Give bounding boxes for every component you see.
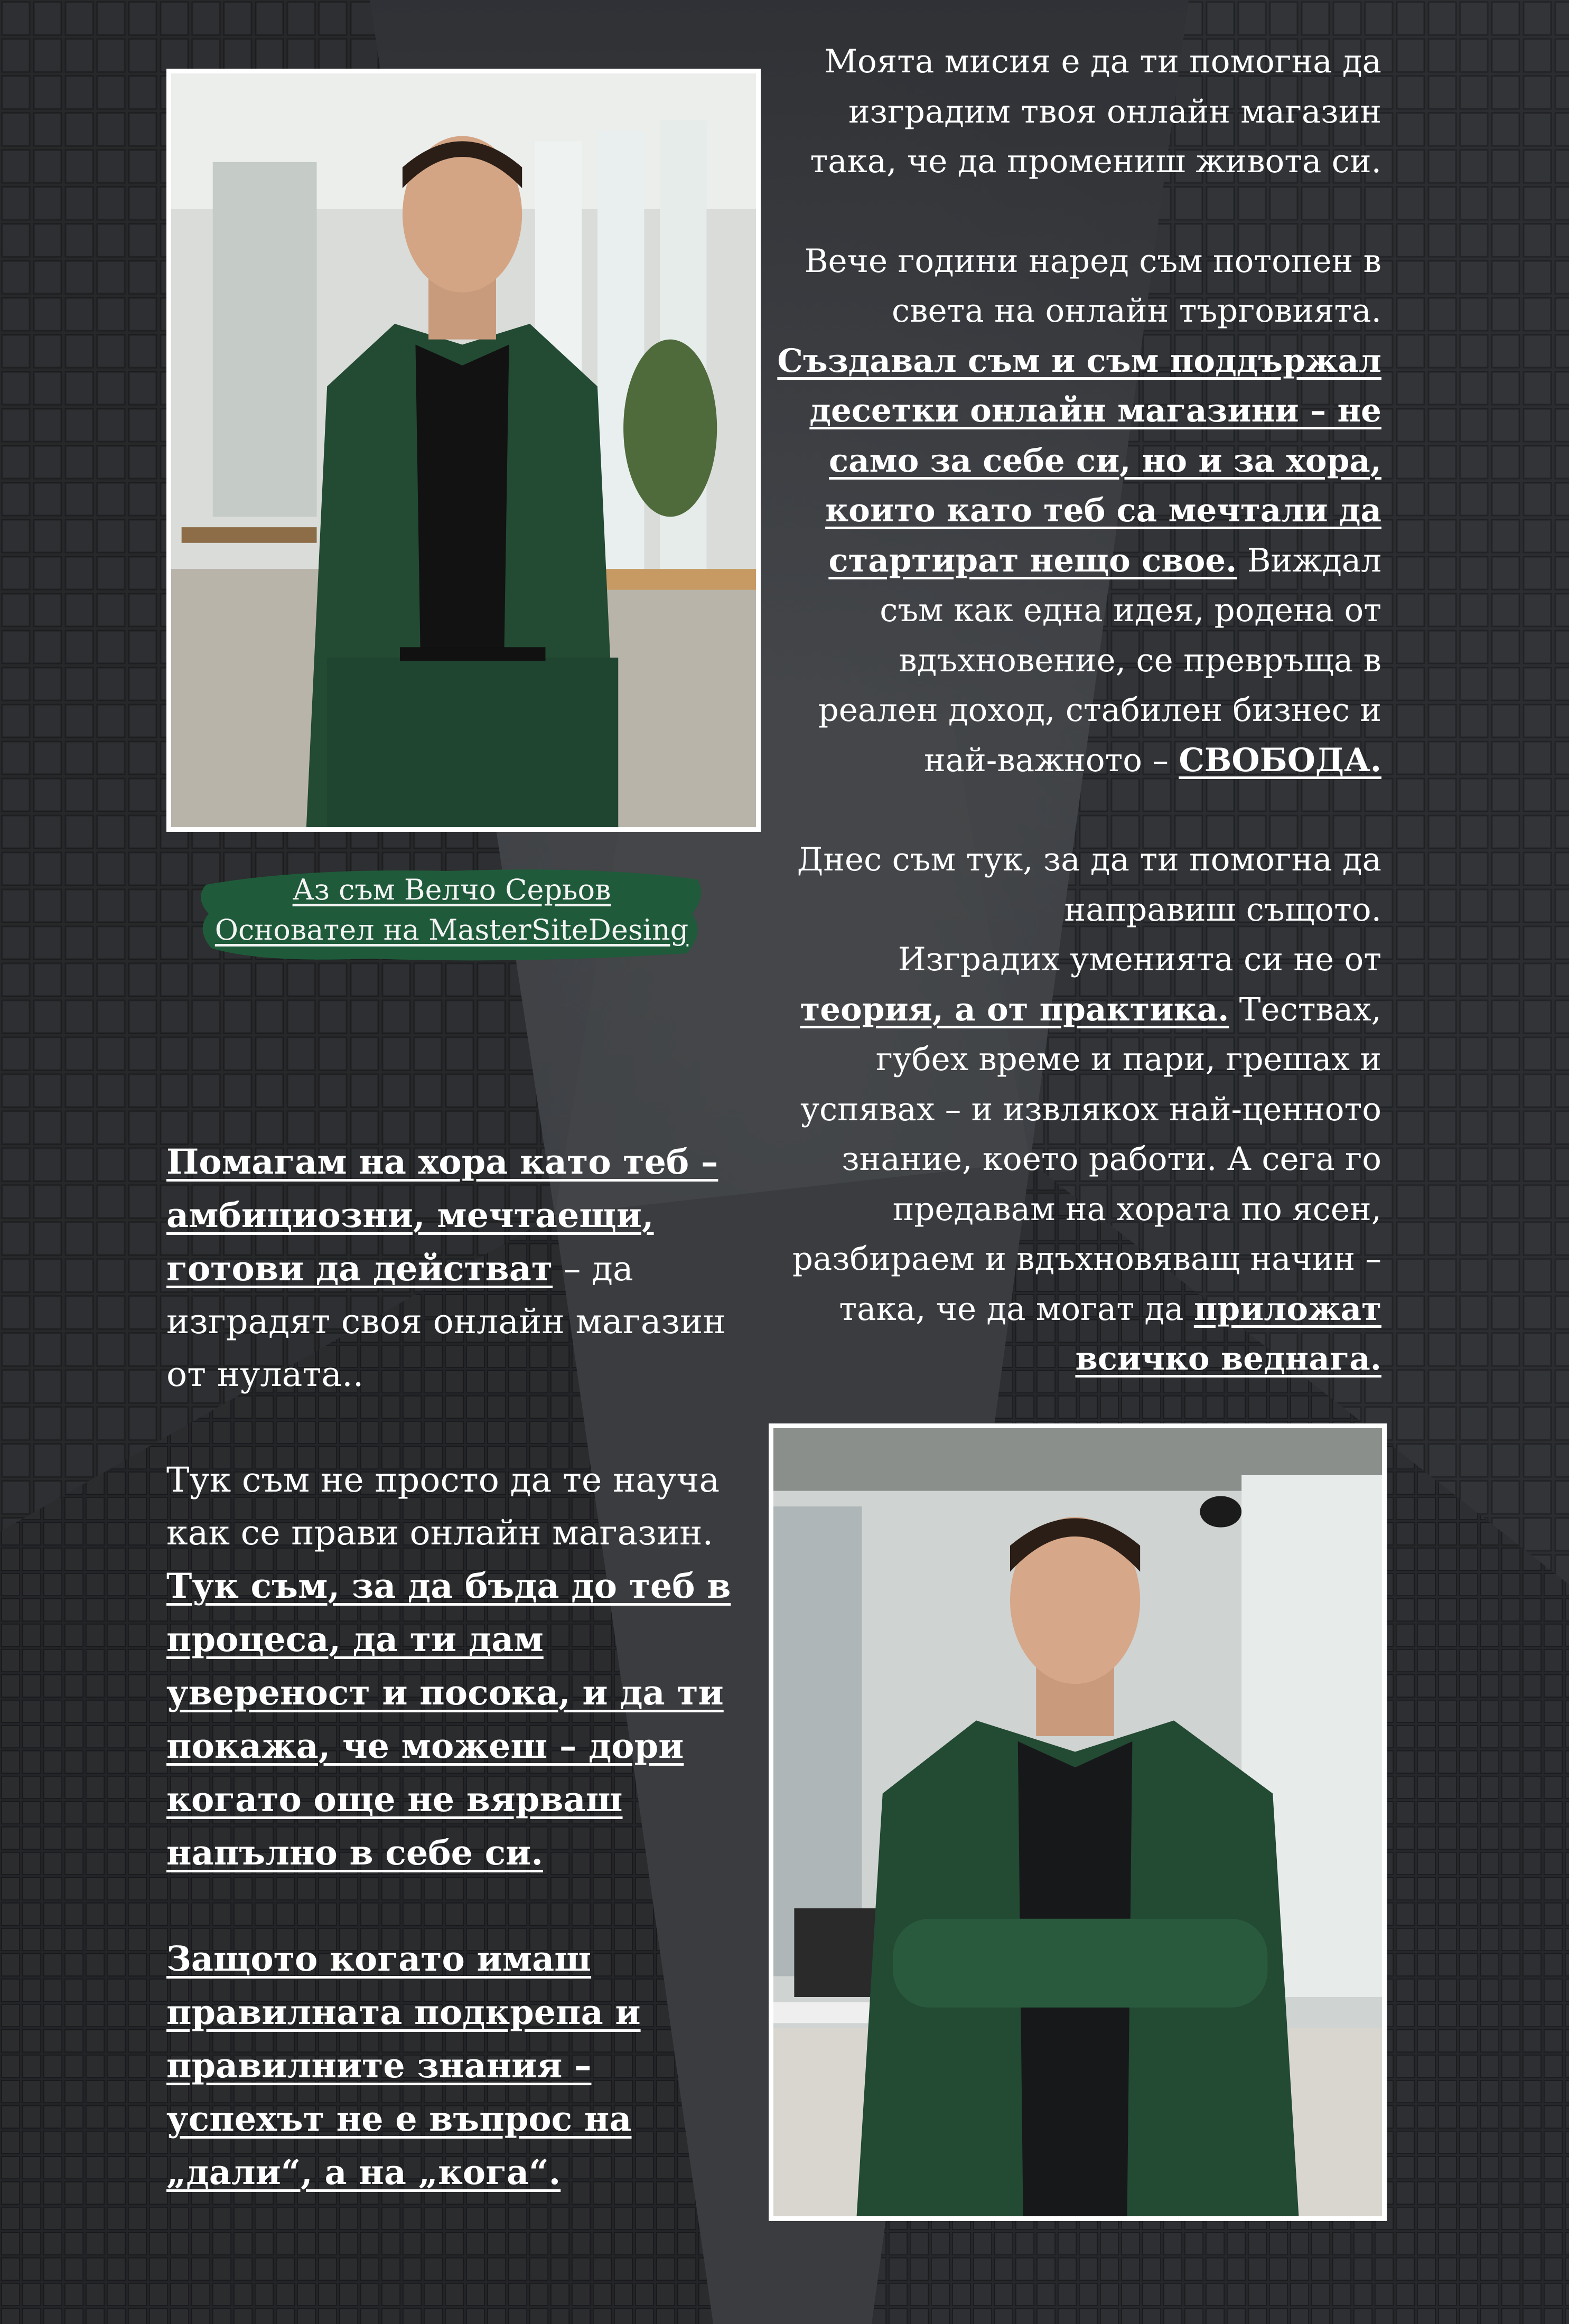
founder-name: Аз съм Велчо Серьов [292,873,611,906]
help-paragraph [166,1136,758,2199]
mission-paragraph [777,37,1381,1384]
founder-role: Основател на MasterSiteDesing [214,913,689,947]
here-text: Тук съм не просто да те науча как се прави онлайн магазин. [166,1460,720,1553]
here-highlight: Тук съм, за да бъда до теб в процеса, да ти дам увереност и посока, и да ти покажа, че можеш – дори когато още не вярваш напълно в себе си. [166,1566,731,1873]
skills-text-b: Тествах, губех време и пари, грешах и успявах – и извлякох най-ценното знание, което работи. А сега го предавам на хората по ясен, разбираем и вдъхновяващ начин – така, че да могат да [792,990,1381,1328]
help-text: – да изградят своя онлайн магазин от нулата.. [166,1249,726,1394]
mission-text: Моята мисия е да ти помогна да изградим твоя онлайн магазин така, че да промениш живота си. [810,43,1381,180]
help-highlight: Помагам на хора като теб – амбициозни, мечтаещи, готови да действат [166,1142,718,1289]
skills-text-a: Изградих уменията си не от [898,941,1381,978]
experience-text-a: Вече години наред съм потопен в света на онлайн търговията. [804,242,1381,330]
freedom-highlight: СВОБОДА. [1179,741,1381,779]
because-highlight: Защото когато имаш правилната подкрепа и правилните знания – успехът не е въпрос на „дали“, а на „кога“. [166,1939,641,2192]
today-text: Днес съм тук, за да ти помогна да направиш същото. [797,841,1381,929]
founder-photo-arms-crossed [769,1423,1387,2221]
founder-photo-standing [166,69,761,832]
apply-highlight: приложат всичко веднага. [1075,1290,1381,1377]
experience-highlight-a: Създавал съм и съм поддържал десетки онлайн магазини – не само за себе си, но и за хора, които като теб са мечтали да стартират нещо свое. [777,342,1381,579]
experience-text-b: Виждал съм как една идея, родена от вдъхновение, се превръща в реален доход, стабилен бизнес и най-важното – [818,541,1381,779]
practice-highlight: теория, а от практика. [800,990,1229,1028]
founder-caption [195,864,708,964]
